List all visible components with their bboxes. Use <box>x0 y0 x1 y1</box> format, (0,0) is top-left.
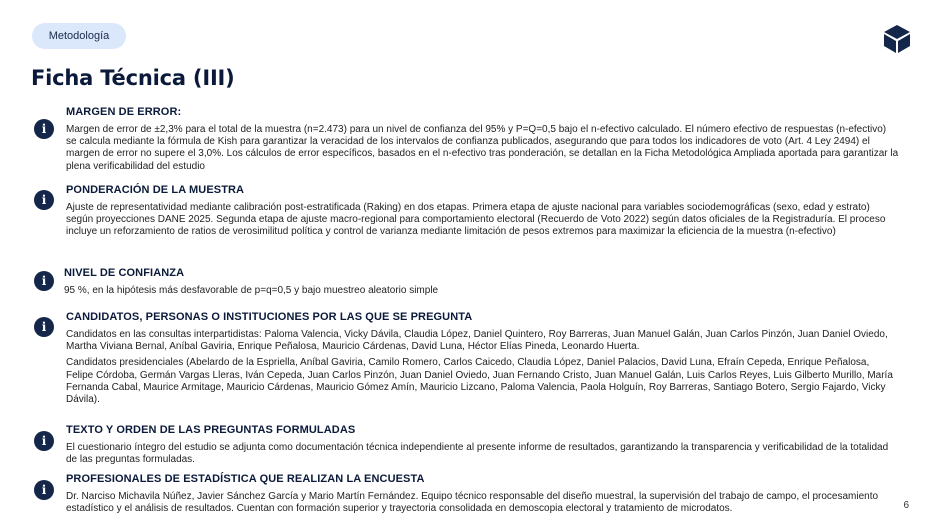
page-number: 6 <box>903 500 909 511</box>
section-badge: Metodología <box>32 23 126 49</box>
section-title: PROFESIONALES DE ESTADÍSTICA QUE REALIZAN LA ENCUESTA <box>66 473 425 485</box>
section-title: MARGEN DE ERROR: <box>66 106 182 118</box>
info-icon: i <box>34 431 54 451</box>
section-text: El cuestionario íntegro del estudio se adjunta como documentación técnica independiente al presente informe de resultados, garantizando la transparencia y verificabilidad de la totalidad de las preguntas formuladas. <box>66 442 889 466</box>
info-icon: i <box>34 119 54 139</box>
section-text: Ajuste de representatividad mediante calibración post-estratificada (Raking) en dos etapas. Primera etapa de ajuste nacional para variables sociodemográficas (sexo, edad y estrato) según proyecciones DANE 2025. Segunda etapa de ajuste macro-regional para comportamiento electoral (Recuerdo de Voto 2022) según datos oficiales de la Registraduría. El proceso incluye un reforzamiento de ratios de verosimilitud política y control de varianza mediante limitación de pesos extremos para maximizar la eficiencia de la muestra (n-efectivo) <box>66 202 886 238</box>
cube-logo-icon <box>883 24 911 54</box>
section-text: 95 %, en la hipótesis más desfavorable de p=q=0,5 y bajo muestreo aleatorio simple <box>64 285 439 296</box>
section-text: Margen de error de ±2,3% para el total de la muestra (n=2.473) para un nivel de confianza del 95% y P=Q=0,5 bajo el n-efectivo calculado. El número efectivo de respuestas (n-efectivo) se calcula mediante la fórmula de Kish para garantizar la veracidad de los intervalos de confianza publicados, asegurando que para todos los indicadores de voto (Art. 4 Ley 2494) el margen de error no supere el 3,0%. Los cálculos de error específicos, basados en el n-efectivo tras ponderación, se detallan en la Ficha Metodológica Ampliada aportada para garantizar la plena verificabilidad del estudio <box>66 124 899 172</box>
section-title: CANDIDATOS, PERSONAS O INSTITUCIONES POR LAS QUE SE PREGUNTA <box>66 311 473 323</box>
section-title: NIVEL DE CONFIANZA <box>64 267 185 279</box>
page-title: Ficha Técnica (III) <box>31 66 235 90</box>
info-icon: i <box>34 317 54 337</box>
info-icon: i <box>34 190 54 210</box>
section-title: TEXTO Y ORDEN DE LAS PREGUNTAS FORMULADAS <box>66 424 356 436</box>
section-title: PONDERACIÓN DE LA MUESTRA <box>66 184 245 196</box>
section-text: Dr. Narciso Michavila Núñez, Javier Sánchez García y Mario Martín Fernández. Equipo técnico responsable del diseño muestral, la supervisión del trabajo de campo, el procesamiento estadístico y el análisis de resultados. Cuentan con formación superior y trayectoria consolidada en demoscopia electoral y tratamiento de microdatos. <box>66 491 879 515</box>
section-text: Candidatos en las consultas interpartidistas: Paloma Valencia, Vicky Dávila, Claudia López, Daniel Quintero, Roy Barreras, Juan Manuel Galán, Juan Carlos Pinzón, Juan Daniel Oviedo, Martha Viviana Bernal, Aníbal Gaviria, Enrique Peñalosa, Mauricio Cárdenas, David Luna, Héctor Elías Pineda, Leonardo Huerta. <box>66 329 888 353</box>
info-icon: i <box>34 271 54 291</box>
info-icon: i <box>34 480 54 500</box>
section-text: Candidatos presidenciales (Abelardo de la Espriella, Aníbal Gaviria, Camilo Romero, Carlos Caicedo, Claudia López, Daniel Palacios, David Luna, Efraín Cepeda, Enrique Peñalosa, Felipe Córdoba, Germán Vargas Lleras, Iván Cepeda, Juan Carlos Pinzón, Juan Daniel Oviedo, Juan Fernando Cristo, Juan Manuel Galán, Luis Carlos Reyes, Luis Gilberto Murillo, María Fernanda Cabal, Maurice Armitage, Mauricio Cárdenas, Mauricio Gómez Amín, Mauricio Lizcano, Paloma Valencia, Paola Holguín, Roy Barreras, Santiago Botero, Sergio Fajardo, Vicky Dávila). <box>66 357 893 406</box>
